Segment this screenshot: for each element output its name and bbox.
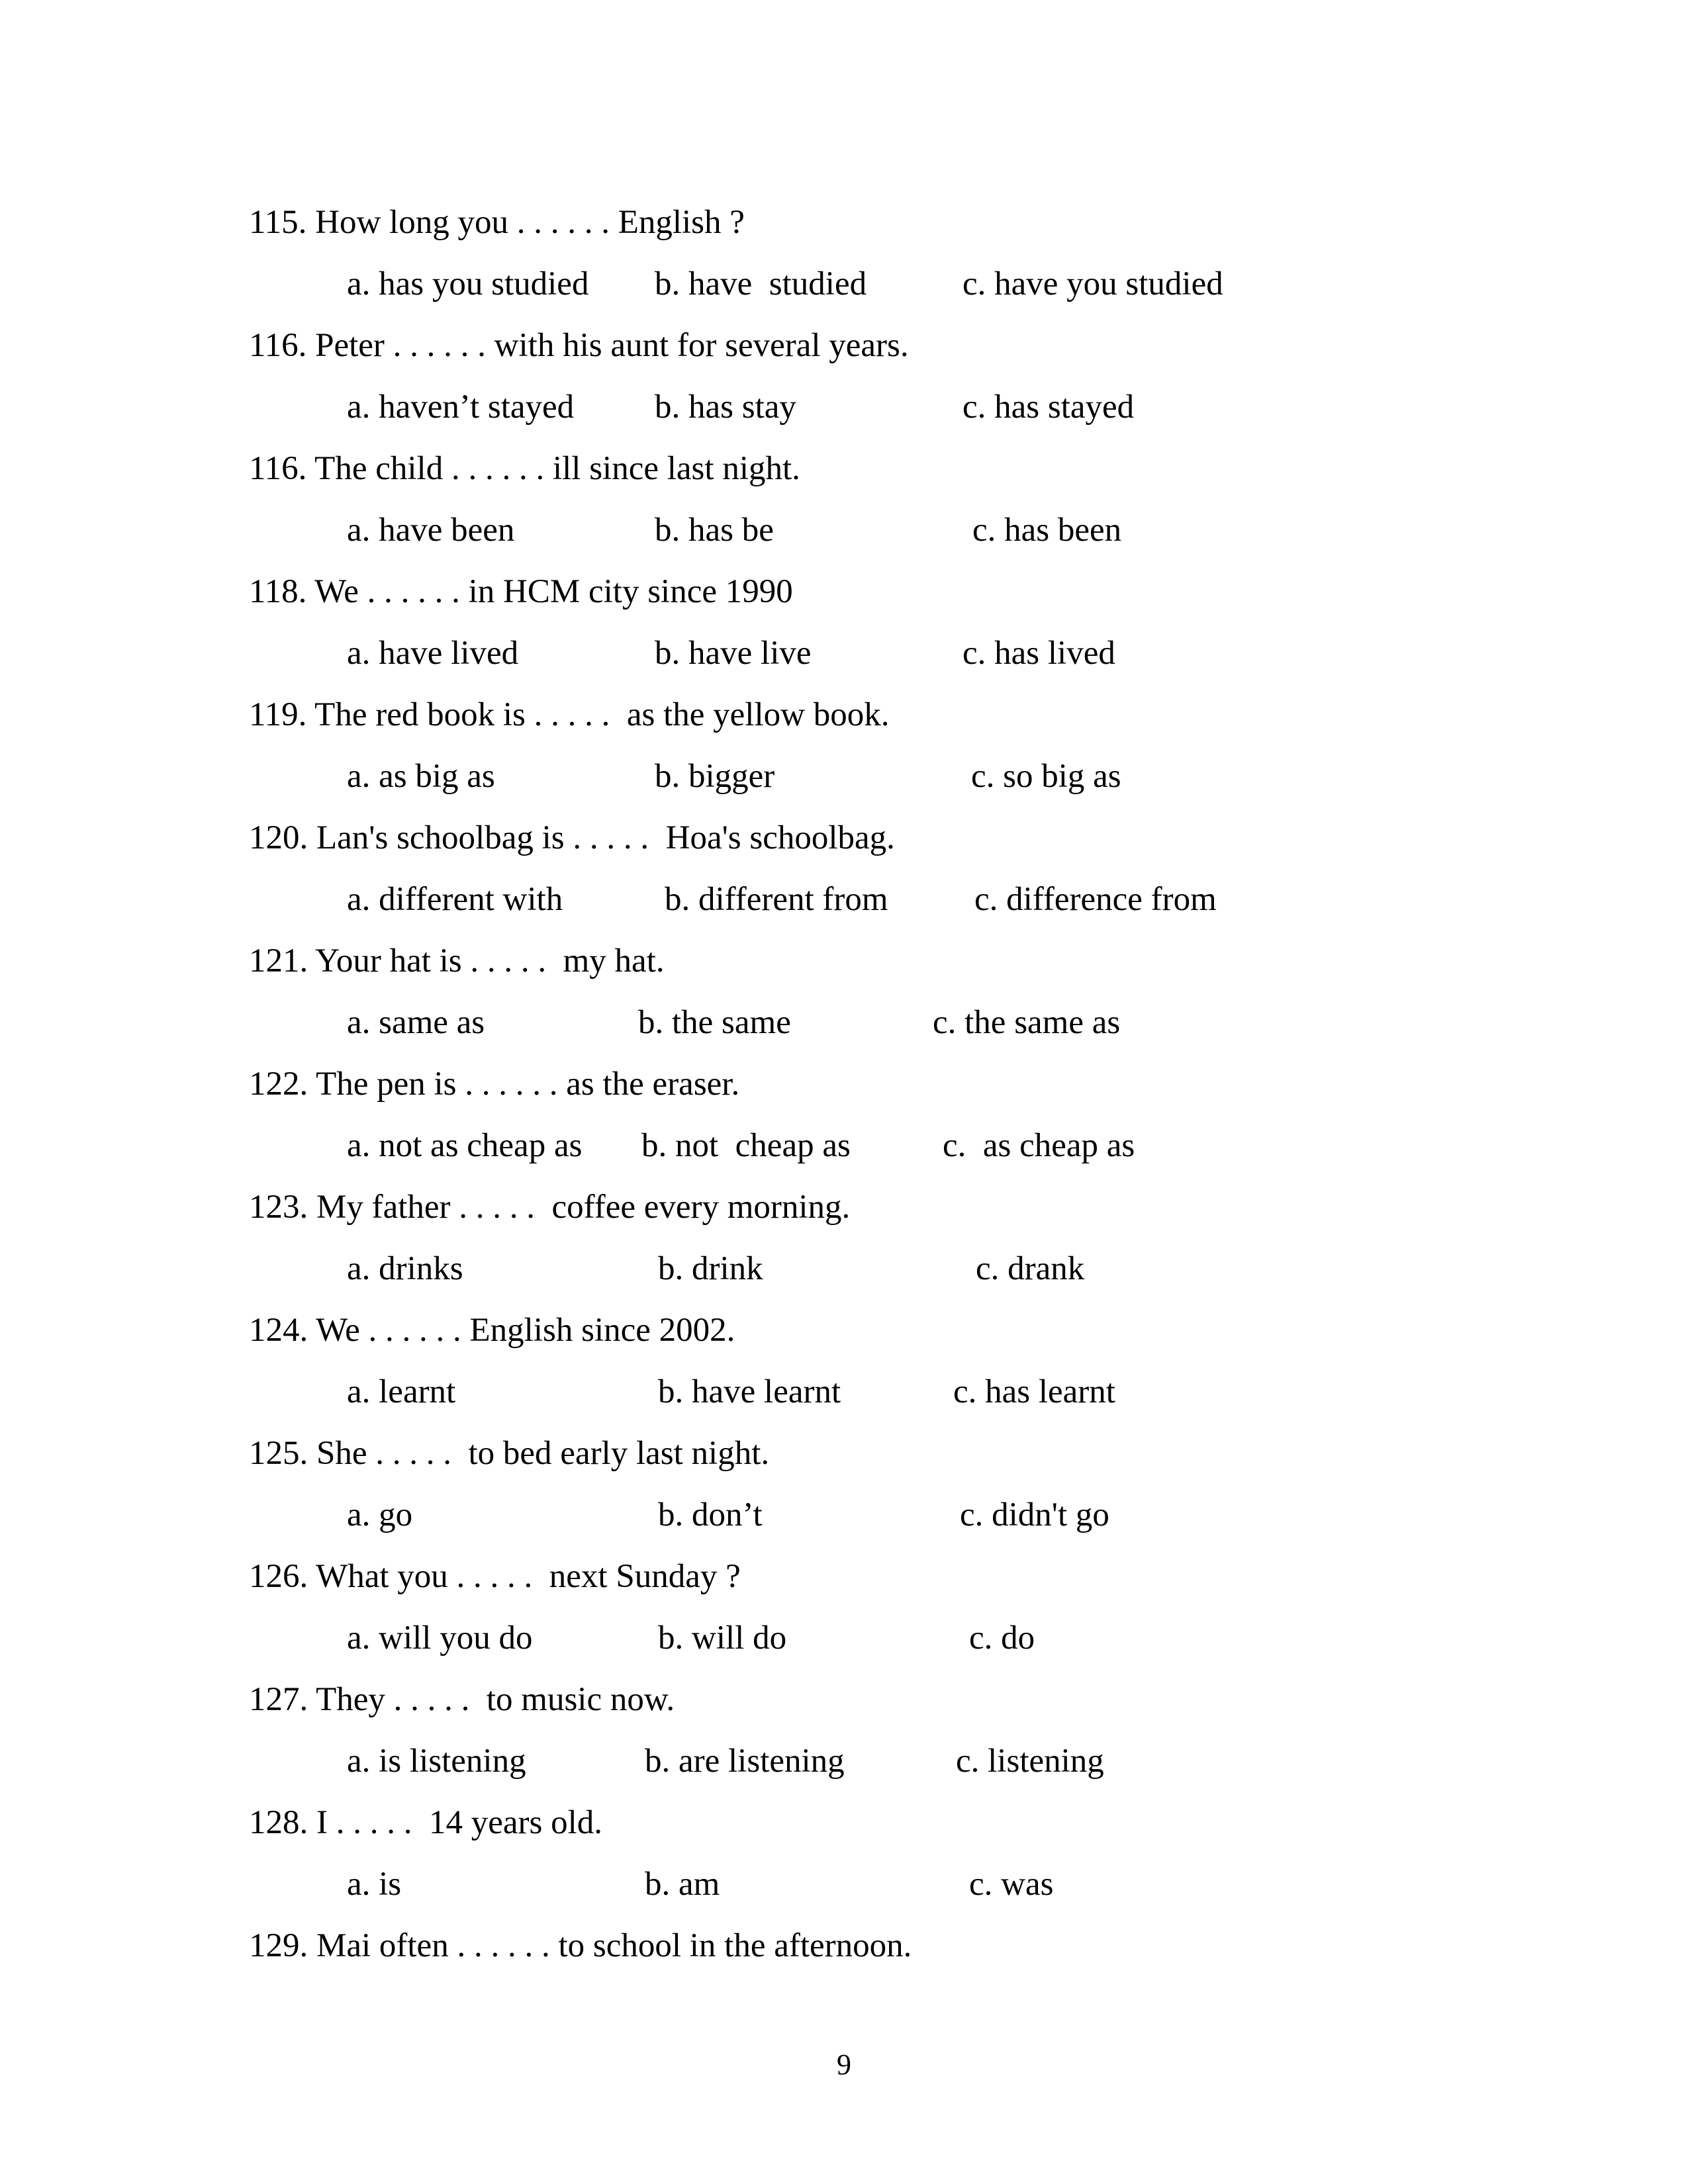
option-a: a. different with: [347, 881, 563, 918]
option-b: b. will do: [658, 1619, 787, 1657]
answer-options: [347, 1484, 1507, 1546]
option-c: c. has been: [972, 512, 1122, 549]
question-129: [249, 1915, 1507, 1977]
option-c: c. didn't go: [960, 1496, 1109, 1533]
option-b: b. bigger: [655, 758, 775, 795]
option-c: c. was: [969, 1866, 1054, 1903]
question-text: 116. The child . . . . . . ill since last night.: [249, 450, 800, 487]
option-b: b. the same: [638, 1004, 791, 1041]
question-text: 118. We . . . . . . in HCM city since 1990: [249, 573, 793, 610]
question-text: 129. Mai often . . . . . . to school in the afternoon.: [249, 1927, 912, 1964]
question-text: 124. We . . . . . . English since 2002.: [249, 1312, 735, 1349]
question-text: 116. Peter . . . . . . with his aunt for several years.: [249, 327, 909, 364]
option-b: b. has stay: [655, 388, 796, 426]
option-b: b. have studied: [655, 265, 867, 302]
question-text: 119. The red book is . . . . . as the yellow book.: [249, 696, 890, 733]
question-116: [249, 315, 1507, 438]
answer-options: [347, 1608, 1507, 1669]
page-number: 9: [837, 2048, 851, 2081]
option-c: c. have you studied: [962, 265, 1223, 302]
question-text: 121. Your hat is . . . . . my hat.: [249, 942, 665, 979]
question-121: [249, 931, 1507, 1054]
question-list: [249, 192, 1507, 1977]
question-120: [249, 807, 1507, 931]
option-a: a. not as cheap as: [347, 1127, 583, 1164]
option-b: b. not cheap as: [641, 1127, 851, 1164]
option-a: a. as big as: [347, 758, 495, 795]
option-c: c. difference from: [974, 881, 1217, 918]
option-c: c. the same as: [933, 1004, 1121, 1041]
option-b: b. have live: [655, 635, 812, 672]
option-b: b. different from: [665, 881, 888, 918]
question-126: [249, 1546, 1507, 1669]
question-116-child: [249, 438, 1507, 561]
answer-options: [347, 1854, 1507, 1915]
option-c: c. drank: [976, 1250, 1085, 1287]
option-a: a. go: [347, 1496, 413, 1533]
option-b: b. has be: [655, 512, 774, 549]
question-123: [249, 1177, 1507, 1300]
option-c: c. has lived: [962, 635, 1115, 672]
question-118: [249, 561, 1507, 684]
option-a: a. has you studied: [347, 265, 589, 302]
option-a: a. learnt: [347, 1373, 456, 1410]
option-b: b. have learnt: [658, 1373, 841, 1410]
option-a: a. haven’t stayed: [347, 388, 575, 426]
option-a: a. will you do: [347, 1619, 533, 1657]
question-text: 123. My father . . . . . coffee every morning.: [249, 1189, 851, 1226]
answer-options: [347, 1115, 1507, 1177]
option-c: c. listening: [956, 1743, 1104, 1780]
question-text: 122. The pen is . . . . . . as the eraser.: [249, 1066, 740, 1103]
option-b: b. are listening: [645, 1743, 845, 1780]
answer-options: [347, 1731, 1507, 1792]
option-c: c. do: [969, 1619, 1035, 1657]
answer-options: [347, 992, 1507, 1054]
answer-options: [347, 500, 1507, 561]
option-a: a. same as: [347, 1004, 485, 1041]
question-text: 126. What you . . . . . next Sunday ?: [249, 1558, 741, 1595]
option-a: a. is: [347, 1866, 402, 1903]
option-b: b. am: [645, 1866, 720, 1903]
option-b: b. don’t: [658, 1496, 763, 1533]
answer-options: [347, 1361, 1507, 1423]
option-c: c. has learnt: [953, 1373, 1115, 1410]
question-text: 127. They . . . . . to music now.: [249, 1681, 675, 1718]
option-a: a. is listening: [347, 1743, 526, 1780]
option-c: c. so big as: [971, 758, 1121, 795]
question-text: 115. How long you . . . . . . English ?: [249, 204, 745, 241]
answer-options: [347, 253, 1507, 315]
answer-options: [347, 869, 1507, 931]
question-124: [249, 1300, 1507, 1423]
question-text: 125. She . . . . . to bed early last night.: [249, 1435, 770, 1472]
option-c: c. as cheap as: [943, 1127, 1135, 1164]
option-b: b. drink: [658, 1250, 763, 1287]
option-a: a. have been: [347, 512, 515, 549]
question-text: 120. Lan's schoolbag is . . . . . Hoa's schoolbag.: [249, 819, 895, 856]
question-115: [249, 192, 1507, 315]
question-125: [249, 1423, 1507, 1546]
question-122: [249, 1054, 1507, 1177]
option-a: a. drinks: [347, 1250, 463, 1287]
question-119: [249, 684, 1507, 807]
option-c: c. has stayed: [962, 388, 1135, 426]
question-text: 128. I . . . . . 14 years old.: [249, 1804, 603, 1841]
answer-options: [347, 623, 1507, 684]
question-127: [249, 1669, 1507, 1792]
option-a: a. have lived: [347, 635, 519, 672]
question-128: [249, 1792, 1507, 1915]
answer-options: [347, 746, 1507, 807]
answer-options: [347, 377, 1507, 438]
answer-options: [347, 1238, 1507, 1300]
